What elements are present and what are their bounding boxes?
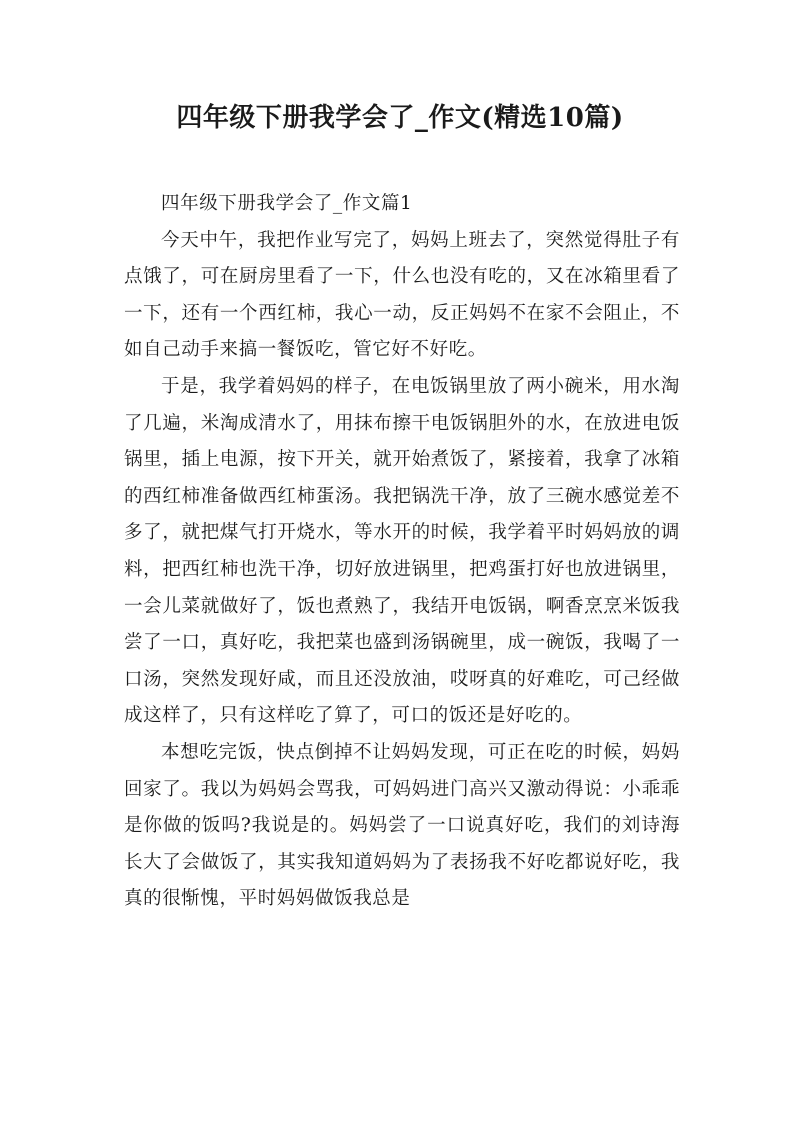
paragraph: 于是，我学着妈妈的样子，在电饭锅里放了两小碗米，用水淘了几遍，米淘成清水了，用抹布擦干电饭锅胆外的水，在放进电饭锅里，插上电源，按下开关，就开始煮饭了，紧接着，我拿了冰箱的西红柿准备做西红柿蛋汤。我把锅洗干净，放了三碗水感觉差不多了，就把煤气打开烧水，等水开的时候，我学着平时妈妈放的调料，把西红柿也洗干净，切好放进锅里，把鸡蛋打好也放进锅里，一会儿菜就做好了，饭也煮熟了，我结开电饭锅，啊香烹烹米饭我尝了一口，真好吃，我把菜也盛到汤锅碗里，成一碗饭，我喝了一口汤，突然发现好咸，而且还没放油，哎呀真的好难吃，可己经做成这样了，只有这样吃了算了，可口的饭还是好吃的。 [124,375,680,727]
section-heading: 四年级下册我学会了_作文篇1 [161,193,413,214]
document-title: 四年级下册我学会了_作文(精选10篇) [176,103,624,133]
paragraph: 今天中午，我把作业写完了，妈妈上班去了，突然觉得肚子有点饿了，可在厨房里看了一下，什么也没有吃的，又在冰箱里看了一下，还有一个西红柿，我心一动，反正妈妈不在家不会阻止，不如自己动手来搞一餐饭吃，管它好不好吃。 [124,229,680,361]
document-body [124,186,680,918]
paragraph: 本想吃完饭，快点倒掉不让妈妈发现，可正在吃的时候，妈妈回家了。我以为妈妈会骂我，可妈妈进门高兴又激动得说：小乖乖是你做的饭吗?我说是的。妈妈尝了一口说真好吃，我们的刘诗海长大了会做饭了，其实我知道妈妈为了表扬我不好吃都说好吃，我真的很惭愧，平时妈妈做饭我总是 [124,741,680,910]
